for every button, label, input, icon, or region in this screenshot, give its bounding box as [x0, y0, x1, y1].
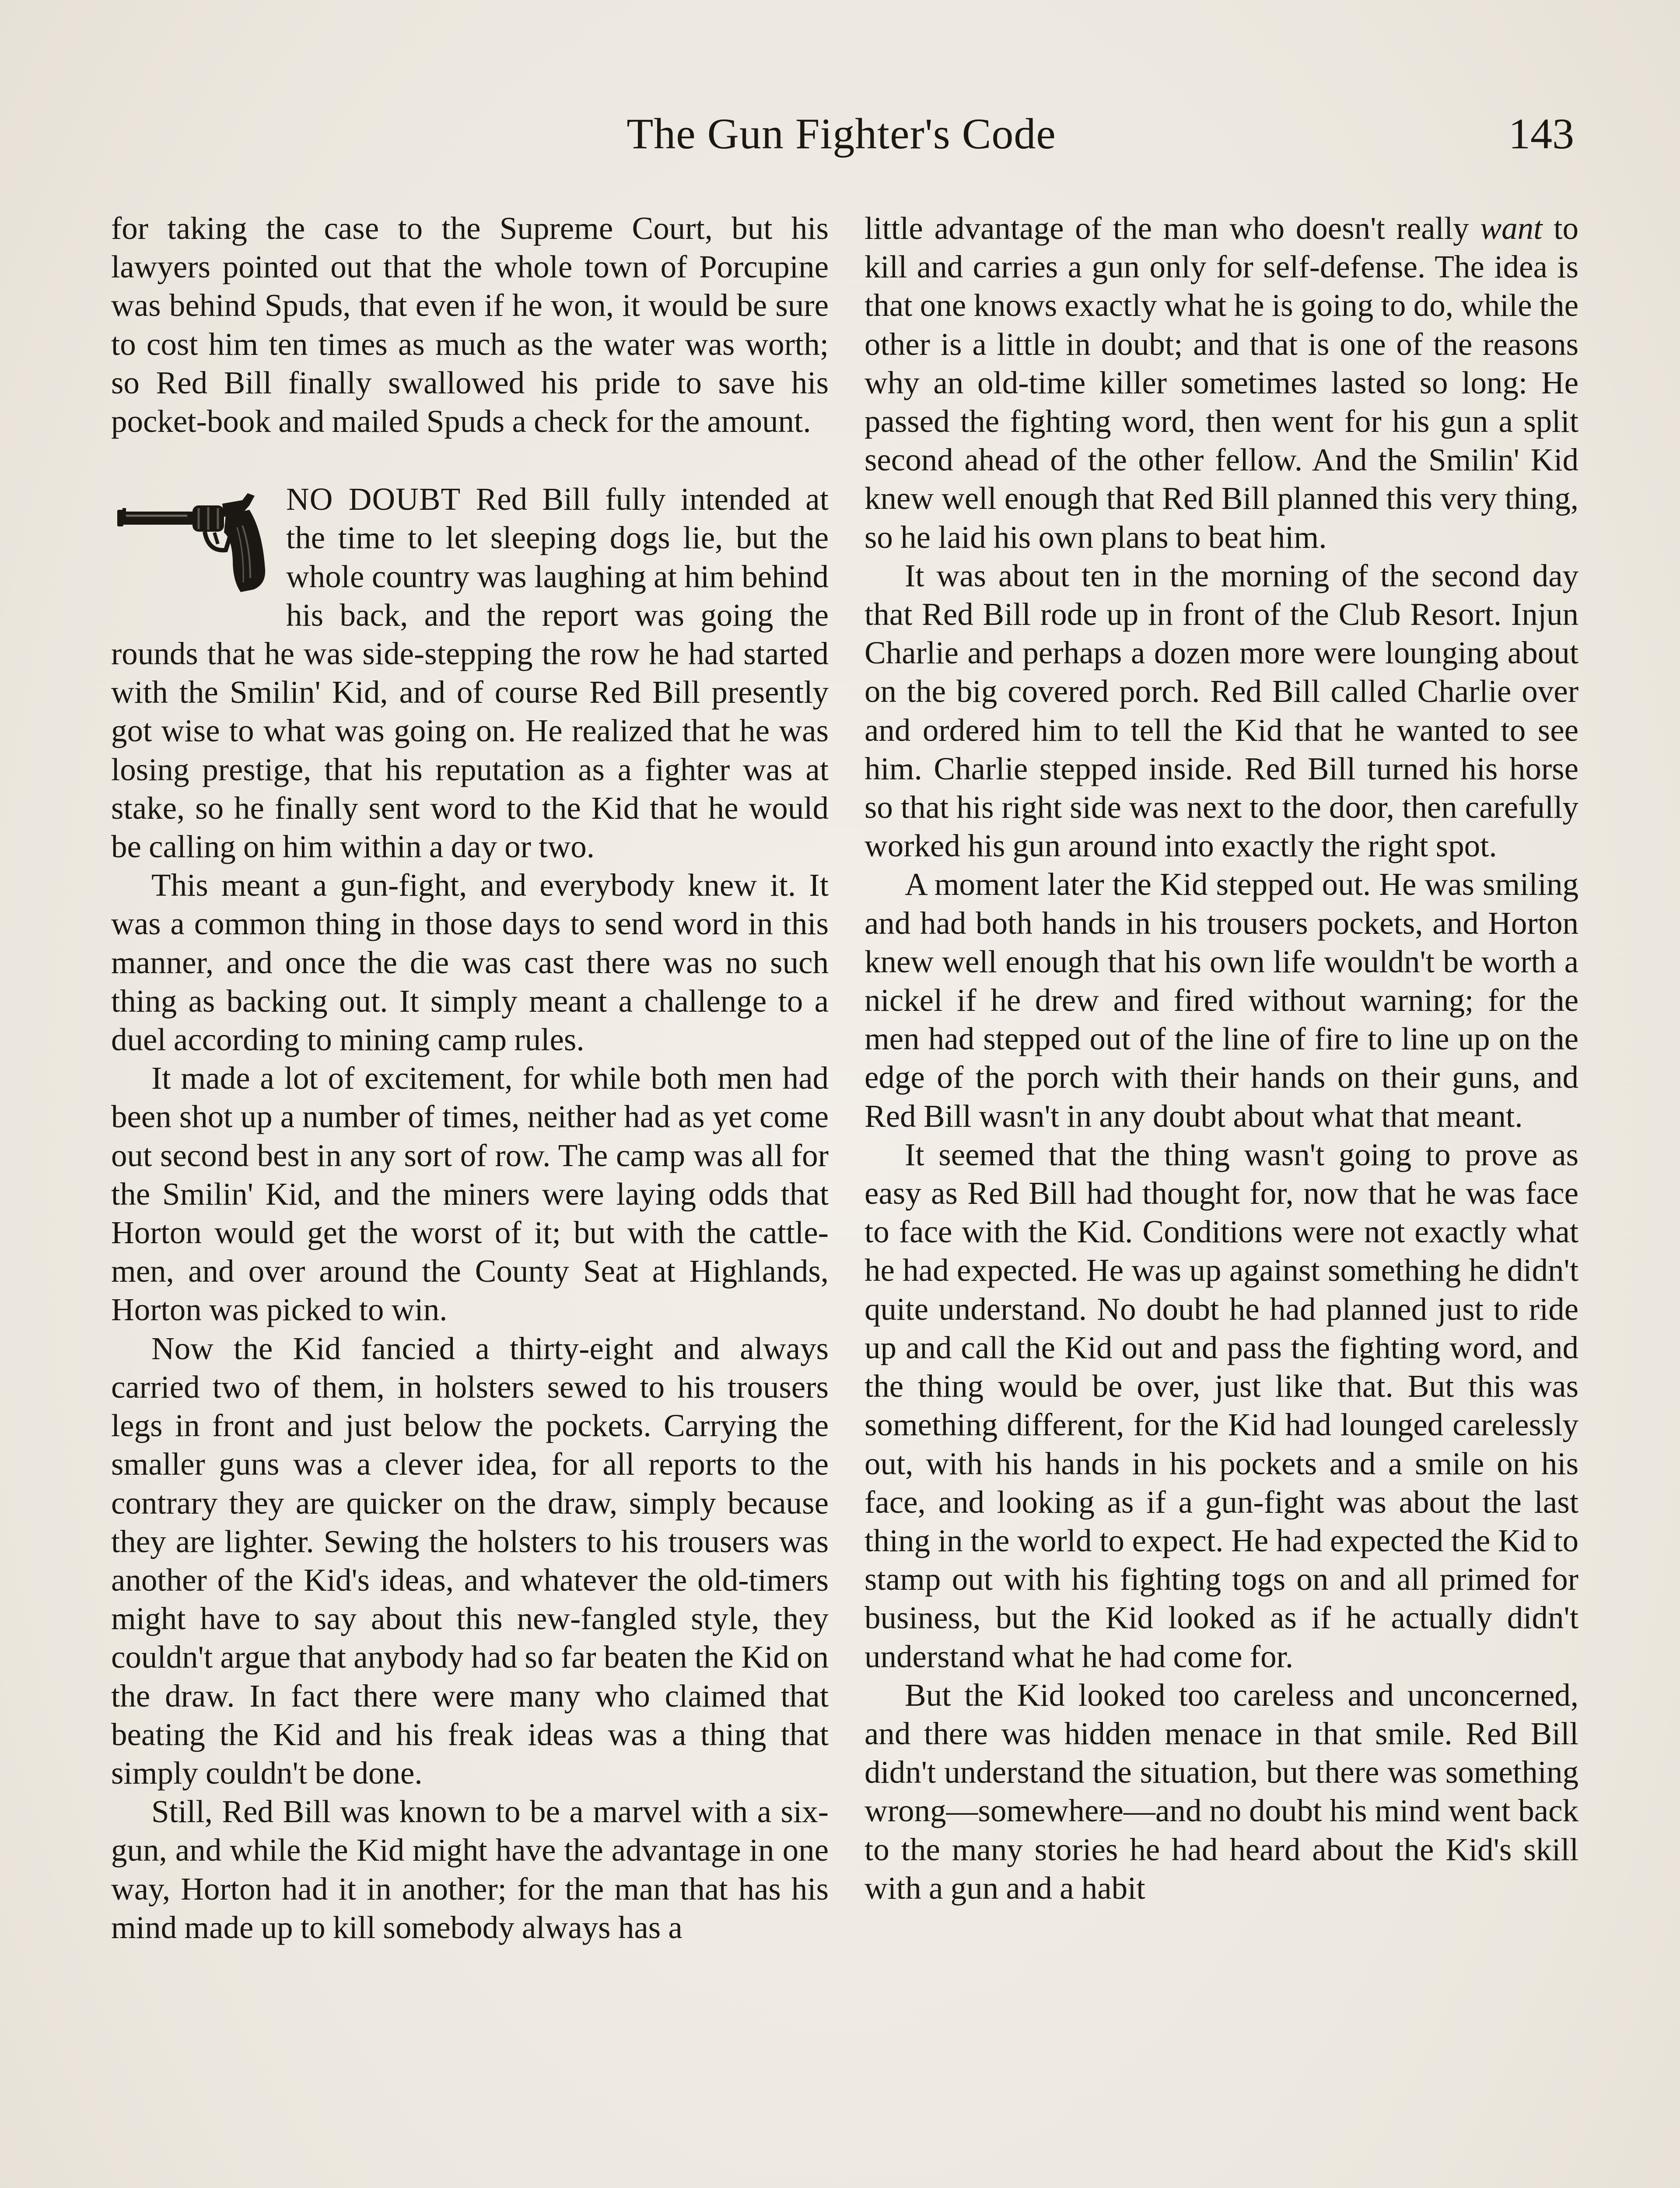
running-head — [108, 108, 1574, 160]
right-column — [864, 209, 1578, 1907]
paragraph: It made a lot of excitement, for while both men had been shot up a number of times, neither had as yet come out second best in any sort of row. The camp was all for the Smilin' Kid, and the miners were laying odds that Horton would get the worst of it; but with the cattle-men, and over around the County Seat at Highlands, Horton was picked to win. — [111, 1060, 829, 1328]
paragraph: But the Kid looked too careless and unconcerned, and there was hidden menace in that smile. Red Bill didn't understand the situation, but there was something wrong—somewhere—and no doubt his mind went back to the many stories he had heard about the Kid's skill with a gun and a habit — [864, 1677, 1578, 1906]
paragraph: Still, Red Bill was known to be a marvel with a six-gun, and while the Kid might have the advantage in one way, Horton had it in another; for the man that has his mind made up to kill somebody always has a — [111, 1794, 829, 1945]
paragraph-text: to kill and carries a gun only for self-defense. The idea is that one knows exactly what he is going to do, while the other is a little in doubt; and that is one of the reasons why an old-time killer sometimes lasted so long: He passed the fighting word, then went for his gun a split second ahead of the other fellow. And the Smilin' Kid knew well enough that Red Bill planned this very thing, so he laid his own plans to beat him. — [864, 210, 1578, 555]
section-lead-words: NO DOUBT — [286, 481, 461, 517]
paragraph: This meant a gun-fight, and everybody knew it. It was a common thing in those days to send word in this manner, and once the die was cast there was no such thing as backing out. It simply meant a challenge to a duel according to mining camp rules. — [111, 867, 829, 1058]
section-opening-paragraph — [111, 480, 829, 866]
left-column — [111, 209, 829, 1947]
page-number: 143 — [1508, 109, 1574, 158]
paragraph: A moment later the Kid stepped out. He was smiling and had both hands in his trousers pockets, and Horton knew well enough that his own life wouldn't be worth a nickel if he drew and fired without warning; for the men had stepped out of the line of fire to line up on the edge of the porch with their hands on their guns, and Red Bill wasn't in any doubt about what that meant. — [864, 866, 1578, 1134]
paragraph: Now the Kid fancied a thirty-eight and always carried two of them, in holsters sewed to his trousers legs in front and just below the pockets. Carrying the smaller guns was a clever idea, for all reports to the contrary they are quicker on the draw, simply because they are lighter. Sewing the holsters to his trousers was another of the Kid's ideas, and whatever the old-timers might have to say about this new-fangled style, they couldn't argue that anybody had so far beaten the Kid on the draw. In fact there were many who claimed that beating the Kid and his freak ideas was a thing that simply couldn't be done. — [111, 1330, 829, 1791]
paragraph: It seemed that the thing wasn't going to prove as easy as Red Bill had thought for, now that he was face to face with the Kid. Conditions were not exactly what he had expected. He was up against something he didn't quite understand. No doubt he had planned just to ride up and call the Kid out and pass the fighting word, and the thing would be over, just like that. But this was something different, for the Kid had lounged carelessly out, with his hands in his pockets and a smile on his face, and looking as if a gun-fight was about the last thing in the world to expect. He had expected the Kid to stamp out with his fighting togs on and all primed for business, but the Kid looked as if he actually didn't understand what he had come for. — [864, 1136, 1578, 1674]
revolver-icon — [111, 491, 273, 598]
paragraph-text: little advantage of the man who doesn't really — [864, 210, 1480, 246]
paragraph — [864, 209, 1578, 557]
paragraph: It was about ten in the morning of the second day that Red Bill rode up in front of the Club Resort. Injun Charlie and perhaps a dozen more were lounging about on the big covered porch. Red Bill called Charlie over and ordered him to tell the Kid that he wanted to see him. Charlie stepped inside. Red Bill turned his horse so that his right side was next to the door, then carefully worked his gun around into exactly the right spot. — [864, 558, 1578, 864]
page-title: The Gun Fighter's Code — [626, 109, 1056, 158]
paragraph: for taking the case to the Supreme Court, but his lawyers pointed out that the whole town of Porcupine was behind Spuds, that even if he won, it would be sure to cost him ten times as much as the water was worth; so Red Bill finally swallowed his pride to save his pocket-book and mailed Spuds a check for the amount. — [111, 210, 829, 439]
paragraph-text: Red Bill fully intended at the time to let sleeping dogs lie, but the whole country was laughing at him behind his back, and the report was going the rounds that he was side-stepping the row he had started with the Smilin' Kid, and of course Red Bill presently got wise to what was going on. He realized that he was losing prestige, that his reputation as a fighter was at stake, so he finally sent word to the Kid that he would be calling on him within a day or two. — [111, 481, 829, 865]
emphasis: want — [1480, 210, 1543, 246]
